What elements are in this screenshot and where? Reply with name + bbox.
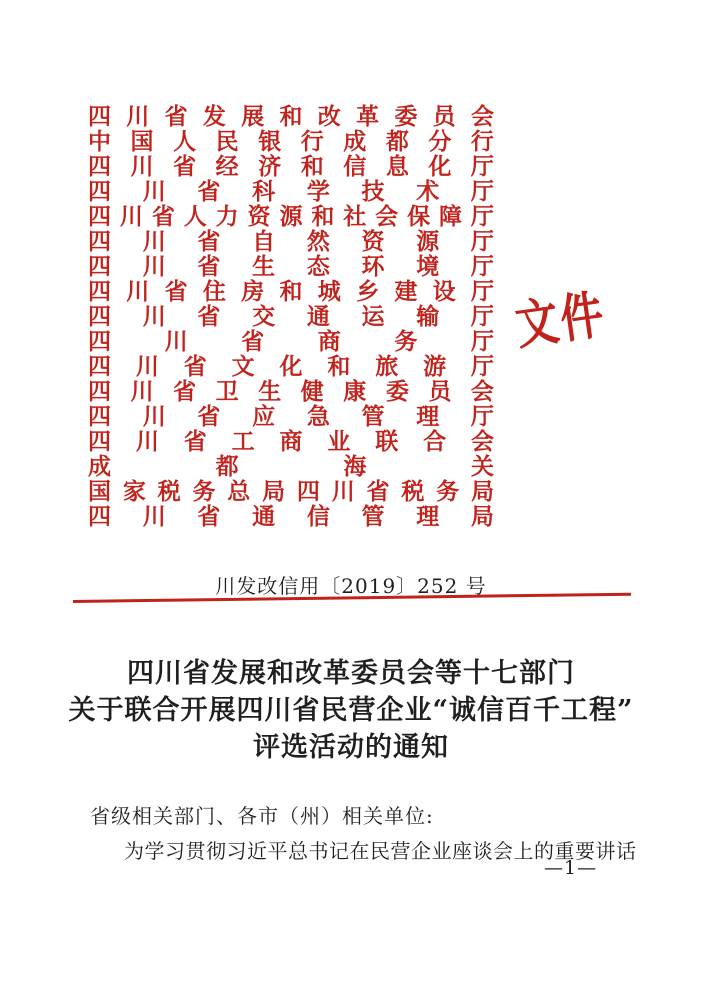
body-first-line: 为学习贯彻习近平总书记在民营企业座谈会上的重要讲话 bbox=[124, 839, 637, 863]
department-name: 四 川 省 人 力 资 源 和 社 会 保 障 厅 bbox=[88, 203, 494, 230]
joint-issuers-header bbox=[88, 104, 494, 529]
department-name: 四 川 省 自 然 资 源 厅 bbox=[88, 228, 494, 255]
department-name: 四 川 省 经 济 和 信 息 化 厅 bbox=[88, 153, 494, 180]
department-name: 四 川 省 文 化 和 旅 游 厅 bbox=[88, 353, 494, 380]
title-line-1: 四川省发展和改革委员会等十七部门 bbox=[127, 658, 575, 689]
title-line-2: 关于联合开展四川省民营企业“诚信百千工程” bbox=[68, 695, 634, 726]
department-name: 四 川 省 交 通 运 输 厅 bbox=[88, 303, 494, 330]
department-name: 四 川 省 卫 生 健 康 委 员 会 bbox=[88, 378, 494, 405]
department-name: 四 川 省 发 展 和 改 革 委 员 会 bbox=[88, 103, 494, 130]
page-number: —1— bbox=[544, 857, 598, 879]
document-title bbox=[0, 655, 702, 766]
wenjian-stamp-text: 文件 bbox=[511, 283, 610, 357]
department-name: 四 川 省 科 学 技 术 厅 bbox=[88, 178, 494, 205]
department-name: 四 川 省 商 务 厅 bbox=[88, 328, 494, 355]
department-name: 四 川 省 住 房 和 城 乡 建 设 厅 bbox=[88, 278, 494, 305]
department-name: 四 川 省 通 信 管 理 局 bbox=[88, 503, 494, 530]
department-name: 中 国 人 民 银 行 成 都 分 行 bbox=[88, 128, 494, 155]
department-name: 成 都 海 关 bbox=[88, 453, 494, 480]
department-name: 国 家 税 务 总 局 四 川 省 税 务 局 bbox=[88, 478, 494, 505]
department-name: 四 川 省 应 急 管 理 厅 bbox=[88, 403, 494, 430]
department-name: 四 川 省 工 商 业 联 合 会 bbox=[88, 428, 494, 455]
title-line-3: 评选活动的通知 bbox=[253, 732, 449, 763]
document-number: 川发改信用〔2019〕252 号 bbox=[215, 574, 487, 598]
department-name: 四 川 省 生 态 环 境 厅 bbox=[88, 253, 494, 280]
salutation-line: 省级相关部门、各市（州）相关单位: bbox=[90, 804, 434, 828]
